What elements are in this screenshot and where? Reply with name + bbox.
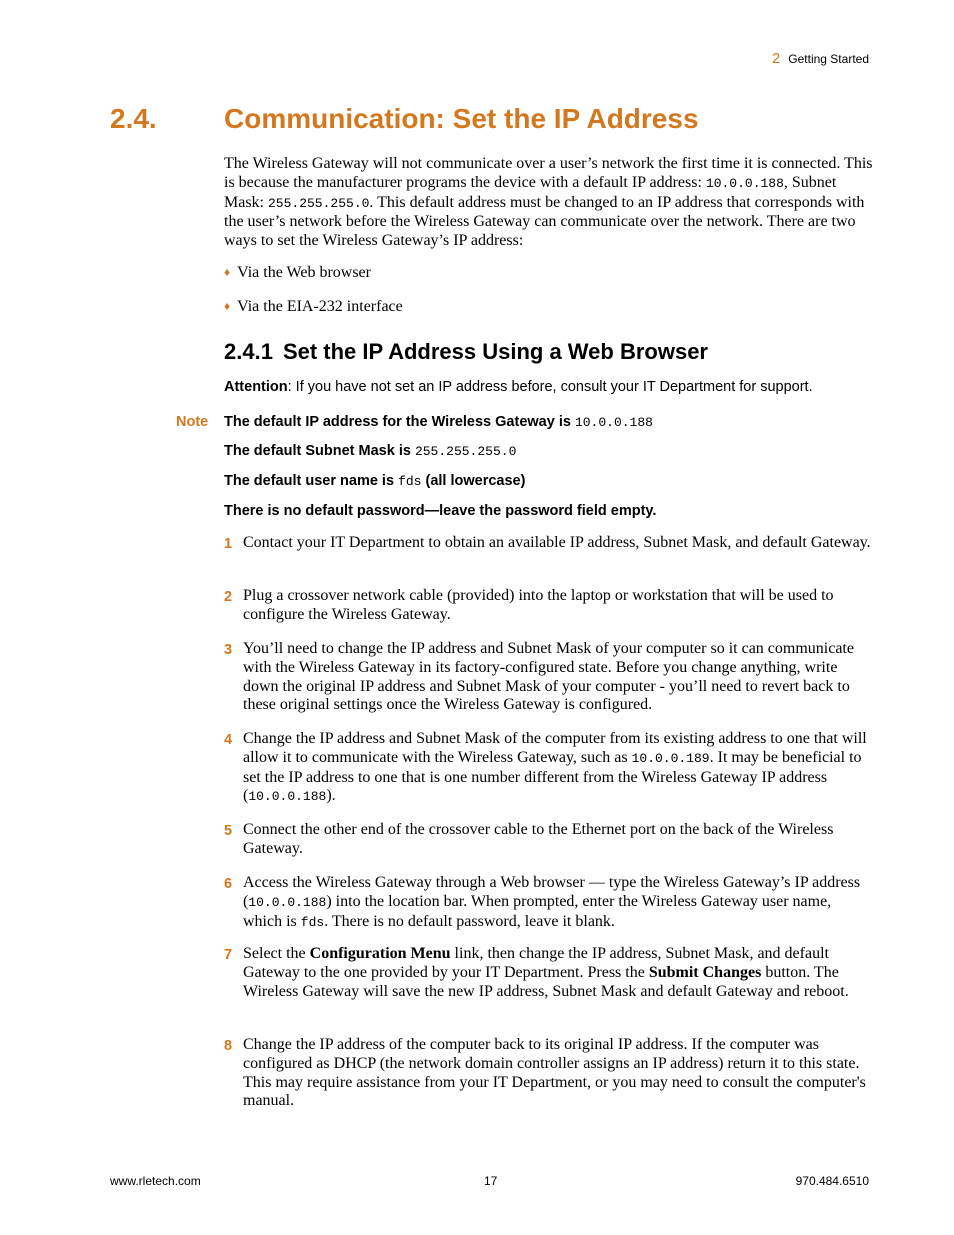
chapter-title: Getting Started: [788, 52, 869, 66]
step-code: 10.0.0.188: [248, 789, 327, 805]
bullet-text: Via the EIA-232 interface: [237, 298, 403, 315]
note-line-mask: [224, 443, 516, 459]
note-code: 10.0.0.188: [574, 415, 653, 430]
note-text: The default Subnet Mask is: [224, 443, 415, 459]
intro-mask-code: 255.255.255.0: [268, 195, 370, 211]
step-text-part: . It may be beneficial to set the IP address to one that is one number different from the Wireless Gateway IP address (: [243, 748, 862, 805]
bullet-item: [224, 264, 371, 282]
step-text-part: . There is no default password, leave it blank.: [324, 912, 615, 930]
footer-website: www.rletech.com: [110, 1174, 201, 1188]
note-line-ip: [224, 414, 653, 430]
step-text-part: ).: [326, 787, 336, 805]
intro-text-1: The Wireless Gateway will not communicate over a user’s network the first time it is connected. This is because the manufacturer programs the device with a default IP address:: [224, 155, 873, 191]
step-text-part: Select the: [243, 945, 310, 962]
subsection-heading: [224, 339, 708, 365]
step-text: [243, 730, 873, 807]
intro-ip-code: 10.0.0.188: [705, 175, 784, 191]
step-text: [243, 945, 873, 1001]
bullet-text: Via the Web browser: [237, 264, 371, 281]
subsection-number: 2.4.1: [224, 339, 273, 364]
diamond-bullet-icon: ♦: [224, 299, 231, 313]
note-code: fds: [398, 474, 422, 489]
step-text-part: button. The Wireless Gateway will save the new IP address, Subnet Mask and default Gateway and reboot.: [243, 963, 849, 1000]
note-text: The default user name is: [224, 473, 399, 489]
section-title: Communication: Set the IP Address: [224, 103, 699, 134]
step-text: Connect the other end of the crossover cable to the Ethernet port on the back of the Wireless Gateway.: [243, 821, 834, 857]
note-line-username: [224, 473, 525, 489]
step-text: Change the IP address of the computer back to its original IP address. If the computer was configured as DHCP (the network domain controller assigns an IP address) return it to this state. This may require assistance from your IT Department, or you may need to consult the computer's manual.: [243, 1036, 866, 1110]
step-number: 3: [224, 642, 233, 658]
note-text: There is no default password—leave the password field empty.: [224, 503, 657, 519]
note-line-password: [224, 503, 656, 519]
attention-line: [224, 379, 813, 395]
note-text-suffix: (all lowercase): [421, 473, 526, 489]
step-number: 6: [224, 876, 233, 892]
note-label: Note: [176, 414, 209, 430]
step-number: 5: [224, 823, 233, 839]
bullet-item: [224, 298, 403, 316]
step-number: 8: [224, 1038, 233, 1054]
step-code: fds: [300, 914, 325, 930]
footer-phone: 970.484.6510: [795, 1174, 869, 1188]
step-text: [243, 874, 873, 932]
step-text-part: ) into the location bar. When prompted, enter the Wireless Gateway user name, which is: [243, 892, 832, 930]
configuration-menu-term: Configuration Menu: [309, 945, 451, 962]
step-text: You’ll need to change the IP address and Subnet Mask of your computer so it can communicate with the Wireless Gateway in its factory-configured state. Before you change anything, write down the original IP address and Subnet Mask of your computer - you’ll need to revert back to these original settings once the Wireless Gateway is configured.: [243, 640, 854, 714]
step-number: 4: [224, 732, 233, 748]
step-text: Plug a crossover network cable (provided) into the laptop or workstation that will be used to configure the Wireless Gateway.: [243, 587, 834, 623]
note-code: 255.255.255.0: [414, 444, 517, 459]
step-code: 10.0.0.189: [631, 750, 710, 766]
attention-label: Attention: [224, 379, 288, 395]
step-text-part: Change the IP address and Subnet Mask of the computer from its existing address to one that will allow it to communicate with the Wireless Gateway, such as: [243, 730, 867, 766]
note-text: The default IP address for the Wireless Gateway is: [224, 414, 575, 430]
step-text-part: link, then change the IP address, Subnet Mask, and default Gateway to the one provided by your IT Department. Press the: [243, 945, 829, 981]
running-header: [772, 50, 869, 67]
step-text-part: Access the Wireless Gateway through a Web browser — type the Wireless Gateway’s IP address (: [243, 874, 861, 910]
page-number: 17: [484, 1174, 498, 1188]
subsection-title: Set the IP Address Using a Web Browser: [282, 339, 708, 364]
submit-changes-term: Submit Changes: [648, 963, 762, 981]
step-number: 2: [224, 589, 233, 605]
step-text: Contact your IT Department to obtain an available IP address, Subnet Mask, and default Gateway.: [243, 534, 871, 551]
step-number: 7: [224, 947, 233, 963]
intro-paragraph: [224, 155, 874, 251]
section-number: 2.4.: [110, 103, 157, 134]
intro-text-3: . This default address must be changed to an IP address that corresponds with the user’s network before the Wireless Gateway can communicate over the network. There are two ways to set the Wireless Gateway’s IP address:: [224, 193, 865, 250]
step-number: 1: [224, 536, 233, 552]
diamond-bullet-icon: ♦: [224, 265, 231, 279]
intro-text-2: , Subnet Mask:: [224, 173, 837, 211]
step-code: 10.0.0.188: [248, 894, 327, 910]
attention-text: : If you have not set an IP address before, consult your IT Department for support.: [287, 379, 813, 395]
chapter-number: 2: [771, 50, 781, 67]
